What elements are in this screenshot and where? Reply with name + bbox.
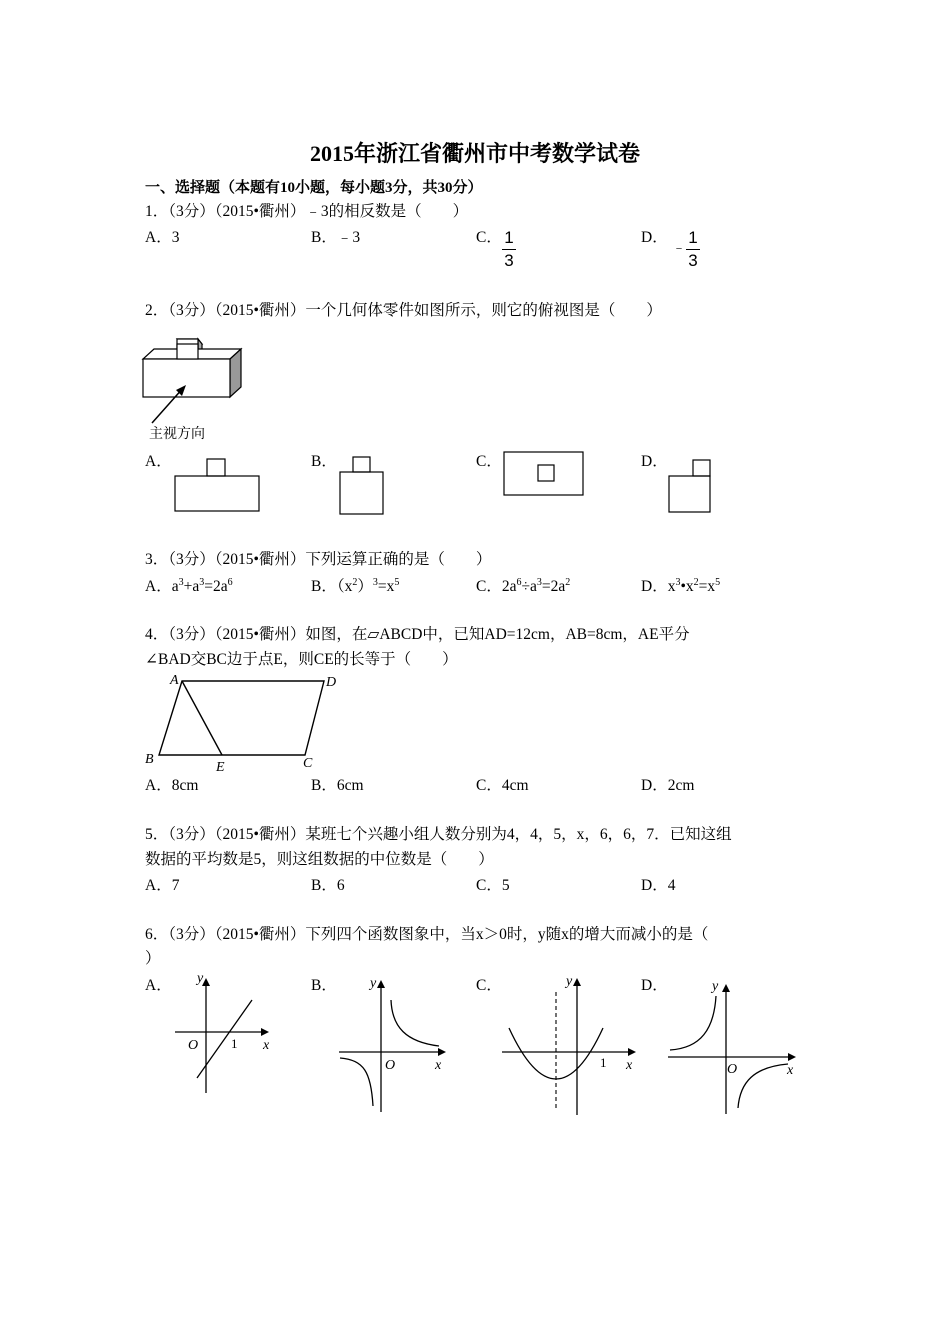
y-axis-label: y xyxy=(566,974,573,989)
q1-option-a[interactable]: A．3 xyxy=(145,229,180,246)
q1-option-c[interactable]: C． xyxy=(476,229,502,246)
q2-option-c[interactable]: C． xyxy=(476,453,502,470)
q4-parallelogram-figure xyxy=(140,670,350,775)
q4-stem-line2: ∠BAD交BC边于点E，则CE的长等于（ ） xyxy=(145,651,458,668)
fraction-numerator: 1 xyxy=(504,228,514,247)
y-axis-label: y xyxy=(712,979,719,994)
q3-stem: 3．（3分）（2015•衢州）下列运算正确的是（ ） xyxy=(145,551,492,568)
q1-stem: 1．（3分）（2015•衢州）﹣3的相反数是（ ） xyxy=(145,203,469,220)
q6-option-d[interactable]: D． xyxy=(641,977,668,994)
q3-option-a[interactable]: A．$a^3+a^3=2a^6$ xyxy=(145,577,233,595)
point-label-a: A xyxy=(170,673,179,688)
q3-option-d[interactable]: D．$x^3•x^2=x^5$ xyxy=(641,577,721,595)
point-label-e: E xyxy=(216,760,225,775)
q6-option-d-graph xyxy=(666,974,806,1116)
q4-option-c[interactable]: C．4cm xyxy=(476,777,529,794)
q5-option-a[interactable]: A．7 xyxy=(145,877,180,894)
q3-option-c[interactable]: C．$2a^6\div a^3=2a^2$ xyxy=(476,577,571,595)
page-title: 2015年浙江省衢州市中考数学试卷 xyxy=(309,141,640,166)
y-axis-label: y xyxy=(197,971,204,986)
q2-option-d[interactable]: D． xyxy=(641,453,668,470)
q2-option-a-figure xyxy=(174,458,264,514)
q1-minus-sign: ﹣ xyxy=(672,241,686,256)
origin-label: O xyxy=(727,1062,738,1077)
q2-option-b[interactable]: B． xyxy=(311,453,337,470)
q2-option-b-figure xyxy=(339,456,387,516)
point-label-d: D xyxy=(326,675,337,690)
q6-option-c-graph xyxy=(500,970,650,1120)
origin-label: O xyxy=(188,1038,199,1053)
point-label-b: B xyxy=(145,752,154,767)
q4-option-b[interactable]: B．6cm xyxy=(311,777,364,794)
q5-option-b[interactable]: B．6 xyxy=(311,877,345,894)
origin-label: O xyxy=(385,1058,396,1073)
q6-stem-line2: ） xyxy=(145,950,161,967)
q6-stem-line1: 6．（3分）（2015•衢州）下列四个函数图象中，当x＞0时，y随x的增大而减小的是（ xyxy=(145,926,709,943)
tick-one-label: 1 xyxy=(600,1055,607,1070)
tick-one-label: 1 xyxy=(231,1036,238,1051)
x-axis-label: x xyxy=(263,1038,270,1053)
q6-option-a[interactable]: A． xyxy=(145,977,172,994)
x-axis-label: x xyxy=(787,1063,794,1078)
q1-fraction-c xyxy=(502,229,516,270)
point-label-c: C xyxy=(303,756,313,771)
q5-option-d[interactable]: D．4 xyxy=(641,877,676,894)
q2-view-direction-label: 主视方向 xyxy=(149,426,205,442)
q5-stem-line2: 数据的平均数是5，则这组数据的中位数是（ ） xyxy=(145,851,494,868)
q6-option-c[interactable]: C． xyxy=(476,977,502,994)
fraction-denominator: 3 xyxy=(504,251,514,270)
q6-option-b[interactable]: B． xyxy=(311,977,337,994)
fraction-denominator: 3 xyxy=(688,251,698,270)
section-heading: 一、选择题（本题有10小题，每小题3分，共30分） xyxy=(145,180,483,196)
q2-option-c-figure xyxy=(503,451,585,497)
q5-option-c[interactable]: C．5 xyxy=(476,877,510,894)
q2-option-d-figure xyxy=(668,459,714,515)
x-axis-label: x xyxy=(626,1058,633,1073)
x-axis-label: x xyxy=(435,1058,442,1073)
q3-option-b[interactable]: B．$(x^2)^3=x^5$ xyxy=(311,577,400,595)
q6-option-a-graph xyxy=(170,970,280,1100)
fraction-numerator: 1 xyxy=(688,228,698,247)
q1-option-d[interactable]: D． xyxy=(641,229,668,246)
q4-option-a[interactable]: A．8cm xyxy=(145,777,199,794)
y-axis-label: y xyxy=(370,976,377,991)
q2-stem: 2．（3分）（2015•衢州）一个几何体零件如图所示，则它的俯视图是（ ） xyxy=(145,302,662,319)
fraction-bar xyxy=(686,249,700,250)
q6-option-b-graph xyxy=(336,972,451,1114)
q2-option-a[interactable]: A． xyxy=(145,453,172,470)
q4-stem-line1: 4．（3分）（2015•衢州）如图，在▱ABCD中，已知AD=12cm，AB=8cm，AE平分 xyxy=(145,626,690,643)
q1-fraction-d xyxy=(686,229,700,270)
fraction-bar xyxy=(502,249,516,250)
q1-option-b[interactable]: B．﹣3 xyxy=(311,229,361,246)
q5-stem-line1: 5．（3分）（2015•衢州）某班七个兴趣小组人数分别为4，4，5，x，6，6，7．已知这组 xyxy=(145,826,732,843)
q4-option-d[interactable]: D．2cm xyxy=(641,777,695,794)
